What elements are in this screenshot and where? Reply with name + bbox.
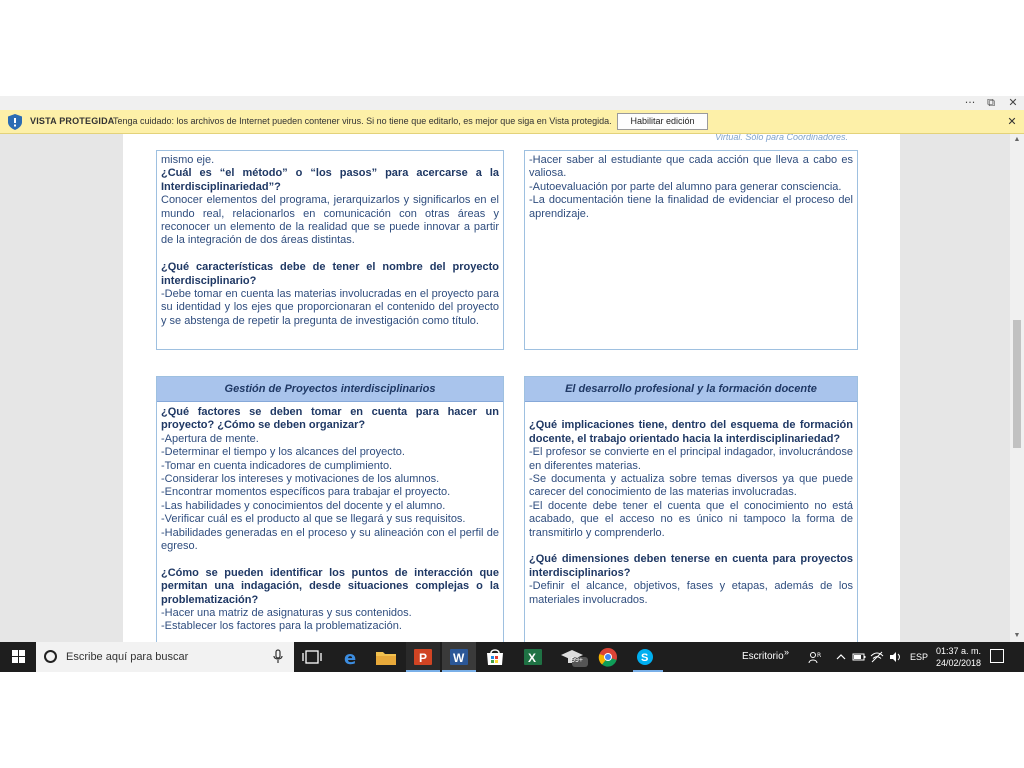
screen xyxy=(0,96,1024,672)
document-area xyxy=(0,134,1024,642)
more-options-icon[interactable]: ··· xyxy=(964,96,976,109)
answer-paragraph: -Definir el alcance, objetivos, fases y etapas, además de los materiales involucrados. xyxy=(529,580,853,606)
taskbar xyxy=(0,642,1024,672)
question-heading: ¿Cómo se pueden identificar los puntos de interacción que permitan una indagación, desde situaciones complejas o la problematización? xyxy=(161,566,499,606)
scroll-down-arrow-icon[interactable]: ▼ xyxy=(1013,632,1021,639)
store-icon[interactable] xyxy=(484,647,506,667)
start-button[interactable] xyxy=(0,642,36,672)
answer-paragraph: -Hacer una matriz de asignaturas y sus contenidos. xyxy=(161,607,412,620)
battery-icon[interactable] xyxy=(852,650,866,664)
paragraph-spacer xyxy=(161,248,499,261)
answer-paragraph: -Apertura de mente. xyxy=(161,432,259,445)
show-hidden-icons-chevron-icon[interactable] xyxy=(836,650,846,664)
question-heading: ¿Qué factores se deben tomar en cuenta para hacer un proyecto? ¿Cómo se deben organizar? xyxy=(161,406,499,432)
wifi-icon[interactable] xyxy=(870,650,884,664)
answer-paragraph: -Autoevaluación por parte del alumno para generar consciencia. xyxy=(529,180,842,193)
question-heading: ¿Qué dimensiones deben tenerse en cuenta para proyectos interdisciplinarios? xyxy=(529,553,853,579)
vertical-scrollbar[interactable] xyxy=(1010,134,1024,642)
top-left-content xyxy=(157,151,503,328)
search-placeholder[interactable]: Escribe aquí para buscar xyxy=(66,651,189,663)
svg-text:S: S xyxy=(641,652,649,664)
desktop-toolbar-label[interactable]: Escritorio xyxy=(742,651,784,662)
close-protected-view-icon[interactable]: ✕ xyxy=(1007,116,1017,128)
bottom-left-header: Gestión de Proyectos interdisciplinarios xyxy=(157,377,503,402)
answer-paragraph: -La documentación tiene la finalidad de evidenciar el proceso del aprendizaje. xyxy=(529,194,853,220)
skype-icon[interactable] xyxy=(634,647,656,667)
protected-view-message: Tenga cuidado: los archivos de Internet pueden contener virus. Si no tiene que editarlo, es mejor que siga en Vista protegida. xyxy=(113,116,612,126)
window-titlebar xyxy=(0,96,1024,110)
volume-icon[interactable] xyxy=(888,650,902,664)
input-language-indicator[interactable]: ESP xyxy=(910,652,929,662)
top-right-box xyxy=(524,150,858,350)
paragraph-spacer xyxy=(529,406,853,419)
document-page xyxy=(123,134,900,642)
answer-paragraph: -Habilidades generadas en el proceso y su alineación con el perfil de egreso. xyxy=(161,526,499,553)
answer-paragraph: -Encontrar momentos específicos para trabajar el proyecto. xyxy=(161,486,451,499)
windows-logo-icon xyxy=(0,642,36,672)
clock-time: 01:37 a. m. xyxy=(936,646,982,656)
notification-badge: 99+ xyxy=(571,657,583,664)
svg-text:W: W xyxy=(453,651,465,665)
shield-icon xyxy=(8,114,22,130)
answer-paragraph: -El profesor se convierte en el principal indagador, involucrándose en diferentes materias. xyxy=(529,446,853,472)
answer-paragraph: -Establecer los factores para la problematización. xyxy=(161,620,402,633)
enable-editing-button[interactable]: Habilitar edición xyxy=(617,113,708,130)
answer-paragraph: -Las habilidades y conocimientos del docente y el alumno. xyxy=(161,499,446,512)
protected-view-title: VISTA PROTEGIDA xyxy=(30,116,115,126)
action-center-icon[interactable] xyxy=(990,649,1004,663)
restore-window-icon[interactable]: ⧉ xyxy=(987,96,995,109)
paragraph-spacer xyxy=(161,553,499,566)
answer-paragraph: -Considerar los intereses y motivaciones de los alumnos. xyxy=(161,473,440,486)
task-view-icon[interactable] xyxy=(301,647,323,667)
bottom-left-content xyxy=(157,402,503,634)
microphone-icon[interactable] xyxy=(273,649,283,665)
chrome-icon[interactable] xyxy=(597,647,619,667)
question-heading: ¿Qué características debe de tener el nombre del proyecto interdisciplinario? xyxy=(161,261,499,287)
word-icon[interactable] xyxy=(448,647,470,667)
close-window-icon[interactable]: ✕ xyxy=(1008,96,1018,109)
edge-browser-icon[interactable] xyxy=(340,647,362,667)
scroll-thumb[interactable] xyxy=(1013,320,1021,448)
answer-paragraph: -Se documenta y actualiza sobre temas diversos ya que puede carecer del conocimiento de las materias involucradas. xyxy=(529,473,853,499)
scroll-up-arrow-icon[interactable]: ▲ xyxy=(1013,136,1021,143)
answer-paragraph: mismo eje. xyxy=(161,154,215,166)
answer-paragraph: Conocer elementos del programa, jerarquizarlos y significarlos en el mundo real, relacionarlos en comunicación con otras áreas y reconocer un elemento de la realidad que se puede innovar a partir de la integración de dos áreas distintas. xyxy=(161,194,499,247)
svg-text:R: R xyxy=(817,652,822,659)
answer-paragraph: -Verificar cuál es el producto al que se llegará y sus requisitos. xyxy=(161,513,466,526)
svg-text:e: e xyxy=(344,648,357,667)
skype-running-indicator xyxy=(633,670,663,672)
file-explorer-icon[interactable] xyxy=(375,647,397,667)
cortana-circle-icon[interactable] xyxy=(44,650,57,663)
bottom-left-box xyxy=(156,376,504,642)
desktop-toolbar-chevron-icon[interactable]: » xyxy=(784,647,790,657)
bottom-right-header: El desarrollo profesional y la formación docente xyxy=(525,377,857,402)
people-icon[interactable] xyxy=(808,650,822,664)
excel-icon[interactable] xyxy=(522,647,544,667)
answer-paragraph: -Determinar el tiempo y los alcances del proyecto. xyxy=(161,446,405,459)
top-right-content xyxy=(525,151,857,221)
answer-paragraph: -Tomar en cuenta indicadores de cumplimiento. xyxy=(161,459,393,472)
answer-paragraph: -Debe tomar en cuenta las materias involucradas en el proyecto para su identidad y los ejes que proporcionaran el contenido del proyecto y se abstenga de repetir la pregunta de investigación como título. xyxy=(161,288,499,327)
powerpoint-icon[interactable] xyxy=(412,647,434,667)
question-heading: ¿Qué implicaciones tiene, dentro del esquema de formación docente, el trabajo orientado hacia la interdisciplinariedad? xyxy=(529,419,853,445)
taskbar-search-box[interactable] xyxy=(36,642,294,672)
svg-text:X: X xyxy=(528,651,537,665)
paragraph-spacer xyxy=(529,540,853,553)
bottom-right-box xyxy=(524,376,858,642)
clock[interactable] xyxy=(936,645,981,669)
protected-view-bar xyxy=(0,110,1024,134)
top-left-box xyxy=(156,150,504,350)
clock-date: 24/02/2018 xyxy=(936,658,982,668)
question-heading: ¿Cuál es “el método” o “los pasos” para acercarse a la Interdisciplinariedad”? xyxy=(161,167,499,193)
bottom-right-content xyxy=(525,402,857,607)
answer-paragraph: -Hacer saber al estudiante que cada acción que lleva a cabo es valiosa. xyxy=(529,154,853,180)
header-note: Virtual. Sólo para Coordinadores. xyxy=(715,134,848,142)
svg-text:P: P xyxy=(419,651,428,665)
answer-paragraph: -El docente debe tener el cuenta que el conocimiento no está acabado, que el acceso no es único ni tampoco la forma de transmitirlo y comprenderlo. xyxy=(529,499,853,539)
